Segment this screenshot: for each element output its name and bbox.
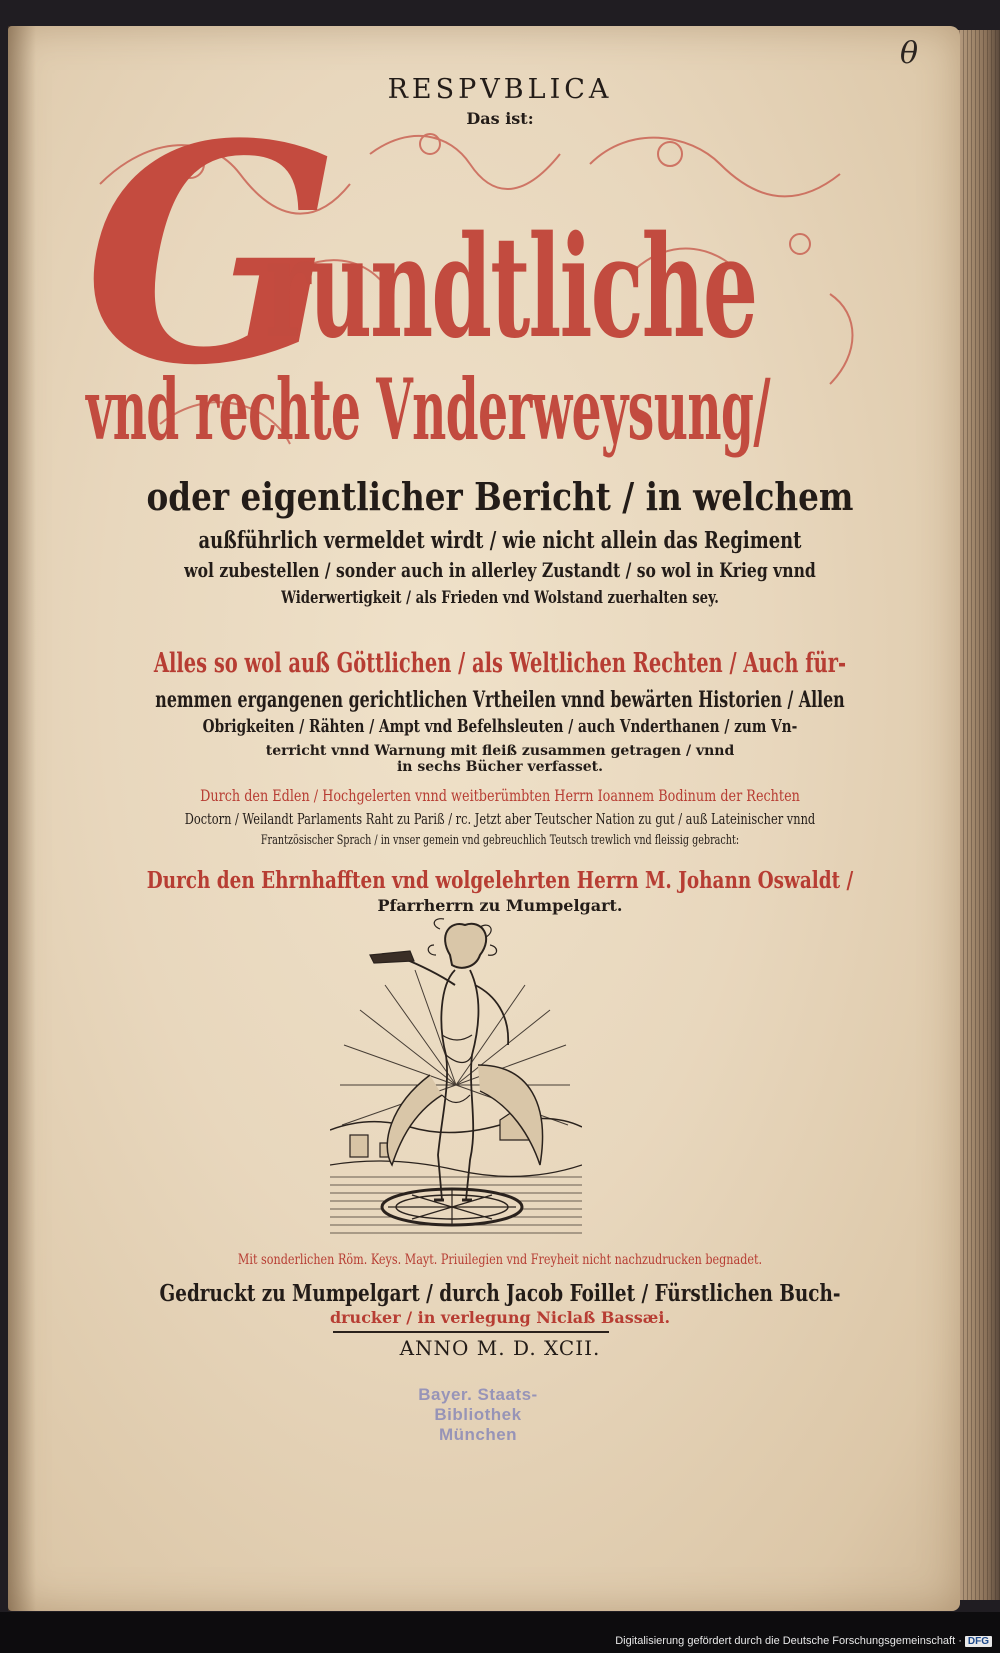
title-respublica: RESPVBLICA (387, 74, 613, 105)
fortuna-woodcut-illustration (330, 915, 582, 1237)
text-line-warnung: terricht vnnd Warnung mit fleiß zusammen getragen / vnnd (265, 743, 735, 759)
author-doctorn-line: Doctorn / Weilandt Parlaments Raht zu Pariß / rc. Jetzt aber Teutscher Nation zu gut / auß Lateinischer vnnd (184, 810, 816, 828)
publisher-line: drucker / in verlegung Niclaß Bassæi. (329, 1308, 671, 1327)
text-line-regiment: außführlich vermeldet wirdt / wie nicht allein das Regiment (198, 527, 802, 554)
digitization-credit (615, 1635, 992, 1647)
text-line-obrigkeiten: Obrigkeiten / Rähten / Ampt vnd Befelhsleuten / auch Vnderthanen / zum Vn- (202, 716, 798, 737)
imprint-line: Gedruckt zu Mumpelgart / durch Jacob Foillet / Fürstlichen Buch- (159, 1280, 841, 1307)
author-line: Durch den Edlen / Hochgelerten vnnd weitberümbten Herrn Ioannem Bodinum der Rechten (200, 786, 800, 805)
dfg-logo: DFG (965, 1636, 992, 1647)
folio-mark: θ (900, 36, 919, 71)
stamp-line-2: Bibliothek (434, 1405, 522, 1424)
title-grundtliche: rundtliche (265, 206, 757, 370)
text-line-historien: nemmen ergangenen gerichtlichen Vrtheilen vnnd bewärten Historien / Allen (155, 687, 845, 713)
publication-year: ANNO M. D. XCII. (399, 1336, 601, 1360)
stamp-line-3: München (438, 1425, 518, 1444)
text-line-alles-so-wol: Alles so wol auß Göttlichen / als Weltlichen Rechten / Auch für- (153, 648, 847, 679)
credit-text: Digitalisierung gefördert durch die Deutsche Forschungsgemeinschaft · (615, 1635, 962, 1647)
subtitle-bericht: oder eigentlicher Bericht / in welchem (146, 474, 854, 519)
privilege-line: Mit sonderlichen Röm. Keys. Mayt. Priuilegien vnd Freyheit nicht nachzudrucken begnadet. (237, 1252, 763, 1268)
translator-line: Durch den Ehrnhafften vnd wolgelehrten Herrn M. Johann Oswaldt / (146, 867, 854, 894)
title-das-ist: Das ist: (466, 109, 534, 128)
text-line-zustandt: wol zubestellen / sonder auch in allerley Zustandt / so wol in Krieg vnnd (184, 558, 816, 582)
decorated-initial-letter: G (84, 78, 341, 431)
translator-title-line: Pfarrherrn zu Mumpelgart. (377, 896, 623, 915)
title-vnd-rechte-vnderweysung: vnd rechte Vnderweysung/ (86, 360, 770, 459)
stamp-line-1: Bayer. Staats- (418, 1385, 538, 1404)
spine-shadow (8, 26, 36, 1611)
imprint-rule (333, 1331, 609, 1333)
translation-line: Frantzösischer Sprach / in vnser gemein vnd gebreuchlich Teutsch trewlich vnd fleissig gebracht: (260, 833, 740, 848)
text-line-sechs-buecher: in sechs Bücher verfasset. (396, 759, 603, 775)
book-page-edges (955, 30, 1000, 1600)
library-stamp (408, 1385, 548, 1445)
text-line-wolstand: Widerwertigkeit / als Frieden vnd Wolstand zuerhalten sey. (281, 588, 719, 608)
